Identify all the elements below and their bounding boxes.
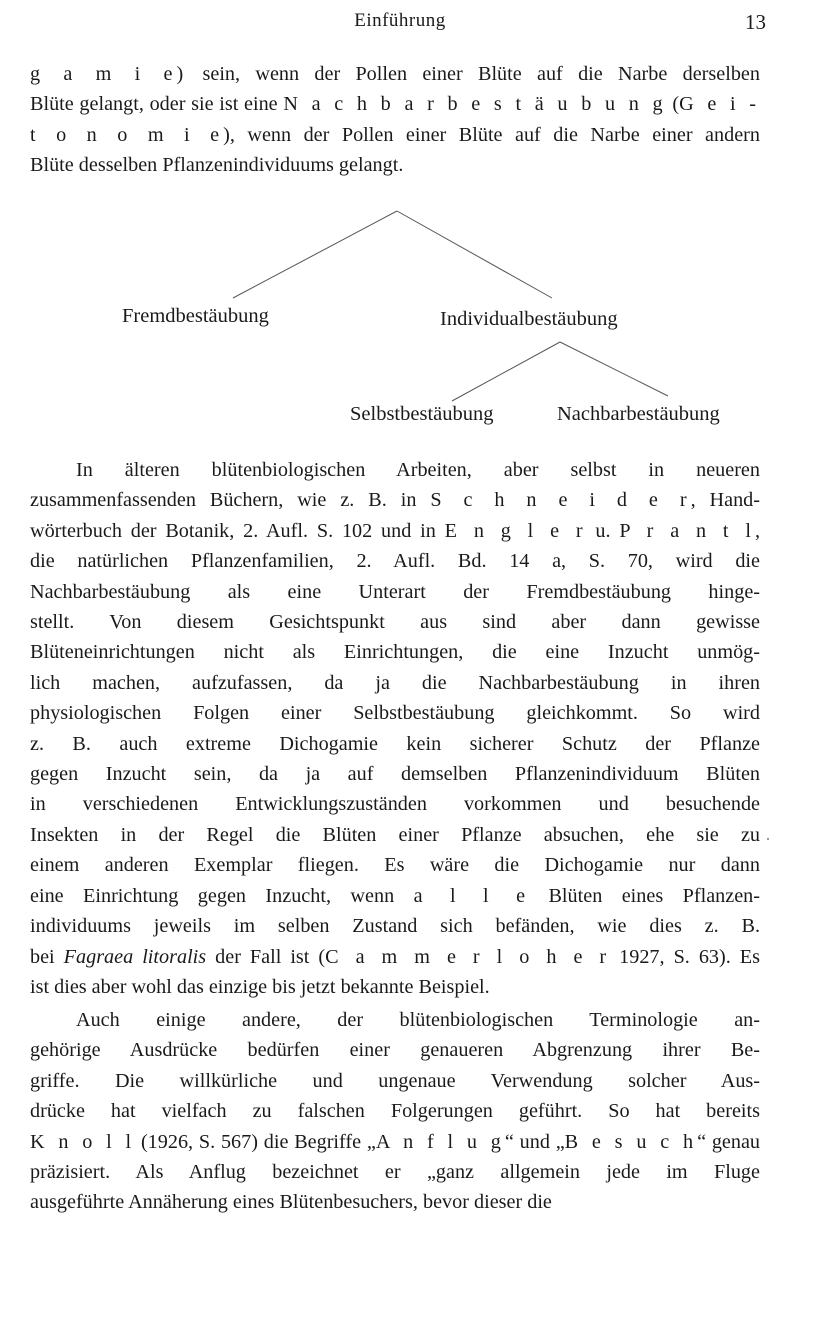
intro-line-2 (30, 89, 760, 119)
body-text: “ und „ (504, 1130, 565, 1153)
para1-line (30, 607, 760, 637)
body-text: Nachbarbestäubung als eine Unterart der Fremdbestäubung hinge- (30, 580, 760, 603)
para1-line (30, 911, 760, 941)
body-text: ist dies aber wohl das einzige bis jetzt bekannte Beispiel. (30, 975, 490, 998)
para1-line (30, 850, 760, 880)
running-head: Einführung (354, 10, 446, 31)
body-text: lich machen, aufzufassen, da ja die Nachbarbestäubung in ihren (30, 671, 760, 694)
body-text: , (754, 519, 760, 542)
para1-line (30, 942, 760, 972)
para1-line (30, 698, 760, 728)
paragraph-terminology (30, 1005, 760, 1218)
node-fremdbestaeubung: Fremdbestäubung (122, 305, 269, 327)
page-header (0, 10, 830, 38)
body-text: in verschiedenen Entwicklungszuständen vorkommen und besuchende (30, 793, 760, 816)
body-text: zusammenfassenden Büchern, wie z. B. in (30, 489, 431, 512)
body-text: (1926, S. 567) die Begriffe „ (135, 1130, 376, 1153)
pollination-tree-diagram (0, 200, 830, 440)
intro-line-4: Blüte desselben Pflanzenindividuums gelangt. (30, 154, 404, 177)
body-text: individuums jeweils im selben Zustand sich befänden, wie dies z. B. (30, 915, 760, 938)
spaced-emphasis: B e s u c h (564, 1130, 698, 1153)
para1-line (30, 577, 760, 607)
body-text: stellt. Von diesem Gesichtspunkt aus sind aber dann gewisse (30, 611, 760, 634)
para1-line (30, 485, 760, 515)
body-text: Auch einige andere, der blütenbiologischen Terminologie an- (76, 1009, 760, 1031)
term-autogamie: g a m i e) (30, 63, 188, 85)
para1-line (30, 637, 760, 667)
page-number: 13 (745, 10, 766, 34)
body-text: In älteren blütenbiologischen Arbeiten, aber selbst in neueren (76, 459, 760, 481)
para2-line (30, 1035, 760, 1065)
para1-line (30, 668, 760, 698)
body-text: eine Einrichtung gegen Inzucht, wenn (30, 884, 414, 907)
body-text: einem anderen Exemplar fliegen. Es wäre die Dichogamie nur dann (30, 854, 760, 877)
print-speck (767, 838, 769, 840)
para1-line (30, 546, 760, 576)
italic-species-name: Fagraea litoralis (63, 945, 207, 968)
body-text: griffe. Die willkürliche und ungenaue Verwendung solcher Aus- (30, 1069, 760, 1092)
body-text: 1927, S. 63). Es (610, 945, 760, 968)
para2-line (30, 1096, 760, 1126)
para2-line (30, 1157, 760, 1187)
node-selbstbestaeubung: Selbstbestäubung (350, 403, 494, 425)
body-text: ausgeführte Annäherung eines Blütenbesuchers, bevor dieser die (30, 1191, 552, 1214)
intro-paragraph (30, 59, 760, 181)
node-individualbestaeubung: Individualbestäubung (440, 308, 618, 330)
body-text: drücke hat vielfach zu falschen Folgerungen geführt. So hat bereits (30, 1100, 760, 1123)
body-text: Blüten eines Pflanzen- (529, 884, 760, 907)
body-text: präzisiert. Als Anflug bezeichnet er „ganz allgemein jede im Fluge (30, 1161, 760, 1184)
term-nachbarbestaeubung: N a c h b a r b e s t ä u b u n g (283, 93, 667, 116)
spaced-emphasis: C a m m e r l o h e r (325, 945, 611, 968)
branch-sub-left (452, 342, 560, 401)
para1-line (30, 820, 760, 850)
para1-line (30, 881, 760, 911)
branch-sub-right (560, 342, 668, 396)
node-nachbarbestaeubung: Nachbarbestäubung (557, 403, 720, 425)
body-text: , Hand- (690, 489, 760, 512)
body-text: die natürlichen Pflanzenfamilien, 2. Aufl. Bd. 14 a, S. 70, wird die (30, 550, 760, 573)
para2-line (30, 1005, 760, 1035)
term-geitonomie-part1: G e i - (679, 93, 760, 116)
spaced-emphasis: P r a n t l (619, 519, 755, 542)
para2-line (30, 1066, 760, 1096)
body-text: “ genau (697, 1130, 761, 1153)
intro-text: Blüte gelangt, oder sie ist eine (30, 93, 284, 116)
body-text: physiologischen Folgen einer Selbstbestäubung gleichkommt. So wird (30, 702, 760, 725)
branch-root-right (397, 211, 552, 298)
para1-line (30, 972, 760, 1002)
body-text: gegen Inzucht sein, da ja auf demselben Pflanzenindividuum Blüten (30, 763, 760, 786)
body-text: bei (30, 945, 64, 968)
para1-line (30, 455, 760, 485)
body-text: wörterbuch der Botanik, 2. Aufl. S. 102 und in (30, 519, 445, 542)
para1-line (30, 789, 760, 819)
para1-line (30, 516, 760, 546)
intro-line-1 (30, 59, 760, 89)
body-text: Blüteneinrichtungen nicht als Einrichtungen, die eine Inzucht unmög- (30, 641, 760, 664)
spaced-emphasis: S c h n e i d e r (430, 489, 691, 512)
intro-text: ), wenn der Pollen einer Blüte auf die Narbe einer andern (223, 123, 760, 146)
body-text: u. (586, 519, 620, 542)
branch-root-left (233, 211, 397, 298)
intro-line-3 (30, 120, 760, 150)
para1-line (30, 759, 760, 789)
spaced-emphasis: A n f l u g (375, 1130, 505, 1153)
body-text: gehörige Ausdrücke bedürfen einer genaueren Abgrenzung ihrer Be- (30, 1039, 760, 1062)
body-text: Insekten in der Regel die Blüten einer Pflanze absuchen, ehe sie zu (30, 823, 760, 846)
spaced-emphasis: E n g l e r (444, 519, 587, 542)
intro-text: ( (666, 93, 680, 116)
body-text: z. B. auch extreme Dichogamie kein sicherer Schutz der Pflanze (30, 732, 760, 755)
spaced-emphasis: a l l e (413, 884, 530, 907)
para2-line (30, 1187, 760, 1217)
para2-line (30, 1127, 760, 1157)
para1-line (30, 729, 760, 759)
spaced-emphasis: K n o l l (30, 1130, 136, 1153)
term-geitonomie-part2: t o n o m i e (30, 123, 224, 146)
intro-text: sein, wenn der Pollen einer Blüte auf die Narbe derselben (187, 63, 760, 85)
body-text: der Fall ist ( (206, 945, 326, 968)
paragraph-older-works (30, 455, 760, 1002)
